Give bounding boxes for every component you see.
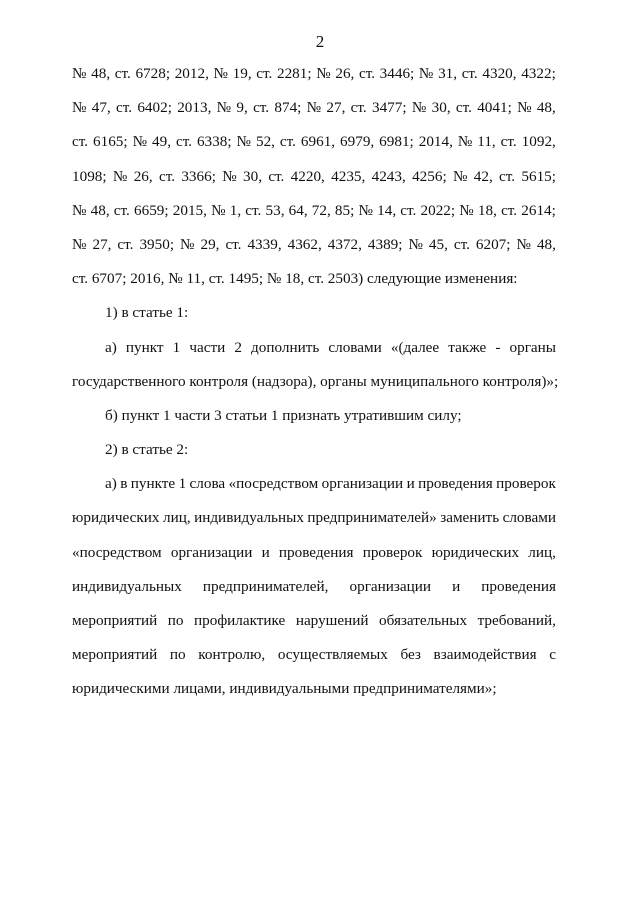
word: 4372,: [327, 235, 362, 253]
word: 1098;: [72, 167, 107, 185]
word: части: [189, 338, 226, 356]
word: №: [452, 167, 468, 185]
word: 48,: [91, 65, 111, 82]
word: 874;: [274, 99, 302, 117]
word: 6338;: [196, 133, 232, 151]
word: ст.: [268, 167, 285, 185]
text-line: [72, 200, 556, 234]
text-line: [72, 678, 556, 712]
text-line: [72, 268, 556, 302]
text-line: [72, 405, 556, 439]
word: юридических: [431, 543, 520, 561]
word: ст.: [117, 235, 134, 253]
word: профилактике: [194, 612, 286, 629]
word: проверок: [496, 475, 556, 493]
page-number: 2: [315, 32, 325, 51]
word: ст.: [158, 167, 176, 185]
word: и: [261, 543, 270, 561]
word: организации: [321, 475, 404, 493]
word: №: [72, 201, 87, 219]
line-text: юридическими лицами, индивидуальными предпринимателями»;: [72, 680, 497, 698]
word: 6979,: [340, 133, 375, 151]
word: и: [452, 577, 461, 595]
word: 4235,: [331, 167, 366, 185]
word: 64,: [288, 201, 308, 219]
word: №: [180, 235, 195, 253]
word: №: [459, 201, 474, 219]
word: 1,: [229, 201, 242, 219]
word: №: [408, 235, 423, 253]
word: заменить: [440, 509, 500, 527]
word: №: [516, 235, 531, 253]
word: слова: [189, 475, 226, 493]
word: 14,: [377, 201, 397, 219]
word: 4339,: [247, 235, 282, 253]
word: проведения: [418, 475, 493, 493]
word: №: [517, 99, 532, 117]
word: индивидуальных: [72, 577, 182, 595]
word: 30,: [243, 167, 263, 185]
word: 6402;: [137, 99, 172, 117]
word: с: [549, 646, 556, 664]
word: 6981;: [379, 133, 414, 151]
word: 1: [172, 338, 181, 356]
word: 6207;: [475, 235, 511, 253]
word: 18,: [477, 201, 497, 219]
word: 2014,: [418, 133, 453, 151]
word: №: [418, 65, 434, 82]
word: 4362,: [287, 235, 322, 253]
word: 52,: [255, 133, 275, 151]
line-text: б) пункт 1 части 3 статьи 1 признать утратившим силу;: [105, 406, 462, 424]
word: ст.: [253, 99, 270, 117]
word: 2: [234, 338, 242, 356]
word: 72,: [311, 201, 331, 219]
text-line: [72, 337, 556, 371]
word: 1092,: [521, 133, 556, 151]
word: 4256;: [412, 167, 447, 185]
word: контролю,: [198, 646, 266, 664]
word: 11,: [477, 133, 496, 151]
word: ст.: [358, 65, 376, 82]
word: 26,: [133, 167, 153, 185]
text-line: [72, 234, 556, 268]
word: 48,: [90, 201, 110, 219]
word: предпринимателей,: [202, 577, 329, 595]
word: 53,: [265, 201, 285, 219]
word: 6961,: [300, 133, 336, 151]
text-line: [72, 542, 556, 576]
word: 4322;: [521, 65, 556, 82]
word: 6728;: [135, 65, 171, 82]
word: пункте: [130, 475, 176, 493]
word: 85;: [334, 201, 355, 219]
word: «(далее: [390, 338, 440, 356]
word: 4220,: [290, 167, 325, 185]
word: и: [406, 475, 415, 493]
word: -: [495, 338, 501, 356]
word: №: [72, 235, 87, 253]
word: взаимодействия: [433, 646, 537, 664]
word: «посредством: [228, 475, 319, 493]
word: словами: [502, 509, 556, 527]
word: 19,: [232, 65, 252, 82]
word: ст.: [500, 133, 517, 151]
word: 2281;: [276, 65, 312, 82]
word: 4389;: [367, 235, 403, 253]
text-line: [72, 610, 556, 644]
word: проведения: [278, 543, 354, 561]
word: №: [132, 133, 148, 151]
line-text: 1) в статье 1:: [105, 304, 189, 322]
word: 26,: [335, 65, 355, 82]
text-line: [72, 576, 556, 610]
word: №: [358, 201, 373, 219]
word: по: [167, 612, 184, 629]
word: ст.: [114, 65, 131, 82]
word: ст.: [499, 167, 516, 185]
word: №: [236, 133, 252, 151]
word: по: [169, 646, 186, 664]
word: ст.: [350, 99, 367, 117]
word: предпринимателей»: [307, 509, 437, 527]
word: нарушений: [295, 612, 369, 629]
text-line: [72, 439, 556, 473]
text-line: [72, 473, 556, 507]
text-line: [72, 97, 556, 131]
word: организации: [349, 577, 432, 595]
word: №: [306, 99, 322, 117]
word: №: [216, 99, 232, 117]
word: 3366;: [181, 167, 216, 185]
word: ст.: [455, 99, 472, 117]
word: без: [400, 646, 421, 664]
word: ст.: [113, 201, 130, 219]
line-text: ст. 6707; 2016, № 11, ст. 1495; № 18, ст. 2503) следующие изменения:: [72, 270, 518, 288]
word: 47,: [91, 99, 111, 117]
word: 6659;: [134, 201, 169, 219]
word: ст.: [225, 235, 242, 253]
word: 30,: [431, 99, 451, 117]
word: 4320,: [482, 65, 517, 82]
word: 2013,: [177, 99, 212, 117]
word: организации: [170, 543, 253, 561]
word: 1: [178, 475, 187, 493]
word: 9,: [236, 99, 248, 117]
word: словами: [328, 338, 382, 356]
word: ст.: [256, 65, 273, 82]
word: индивидуальных: [194, 509, 304, 527]
word: осуществляемых: [277, 646, 388, 664]
document-body: [72, 63, 559, 713]
text-line: [72, 644, 556, 678]
word: 42,: [473, 167, 493, 185]
word: 2614;: [521, 201, 556, 219]
text-line: [72, 371, 559, 405]
line-text: 2) в статье 2:: [105, 441, 189, 459]
word: №: [213, 65, 229, 82]
word: №: [72, 99, 87, 117]
word: «посредством: [72, 543, 162, 561]
word: ст.: [72, 133, 89, 151]
text-line: [72, 166, 556, 200]
word: лиц,: [528, 543, 556, 561]
word: 3950;: [139, 235, 175, 253]
word: мероприятий: [72, 646, 158, 664]
word: №: [316, 65, 331, 82]
word: ст.: [116, 99, 133, 117]
word: органы: [509, 338, 556, 356]
word: 2015,: [172, 201, 207, 219]
word: 3446;: [379, 65, 415, 82]
word: №: [411, 99, 427, 117]
text-line: [72, 131, 556, 165]
text-line: [72, 63, 556, 97]
word: 45,: [428, 235, 448, 253]
word: пункт: [125, 338, 164, 356]
word: 27,: [326, 99, 346, 117]
word: №: [112, 167, 128, 185]
word: 27,: [92, 235, 112, 253]
text-line: [72, 302, 556, 336]
word: требований,: [477, 612, 556, 629]
word: ст.: [501, 201, 518, 219]
word: 2022;: [420, 201, 456, 219]
word: также: [448, 338, 487, 356]
word: 49,: [152, 133, 171, 151]
word: №: [457, 133, 473, 151]
word: 48,: [536, 235, 556, 253]
word: юридических: [72, 509, 160, 527]
word: №: [211, 201, 226, 219]
word: 29,: [200, 235, 220, 253]
word: 2012,: [174, 65, 209, 82]
word: ст.: [453, 235, 470, 253]
word: а): [105, 338, 117, 356]
word: дополнить: [251, 338, 320, 356]
word: №: [72, 65, 87, 82]
line-text: государственного контроля (надзора), органы муниципального контроля)»;: [72, 372, 559, 390]
word: в: [120, 475, 128, 493]
text-line: [72, 507, 556, 541]
word: 4243,: [371, 167, 406, 185]
word: 6165;: [93, 133, 128, 151]
word: ст.: [175, 133, 192, 151]
word: 48,: [536, 99, 556, 117]
word: №: [222, 167, 237, 185]
word: проведения: [481, 577, 556, 595]
word: 3477;: [371, 99, 407, 117]
word: 5615;: [521, 167, 556, 185]
word: лиц,: [162, 509, 191, 527]
word: ст.: [461, 65, 478, 82]
word: проверок: [362, 543, 423, 561]
word: мероприятий: [72, 612, 158, 629]
word: 31,: [438, 65, 458, 82]
word: обязательных: [379, 612, 468, 629]
word: ст.: [279, 133, 296, 151]
word: ст.: [400, 201, 417, 219]
word: ст.: [245, 201, 262, 219]
word: а): [105, 475, 117, 493]
word: 4041;: [477, 99, 512, 117]
